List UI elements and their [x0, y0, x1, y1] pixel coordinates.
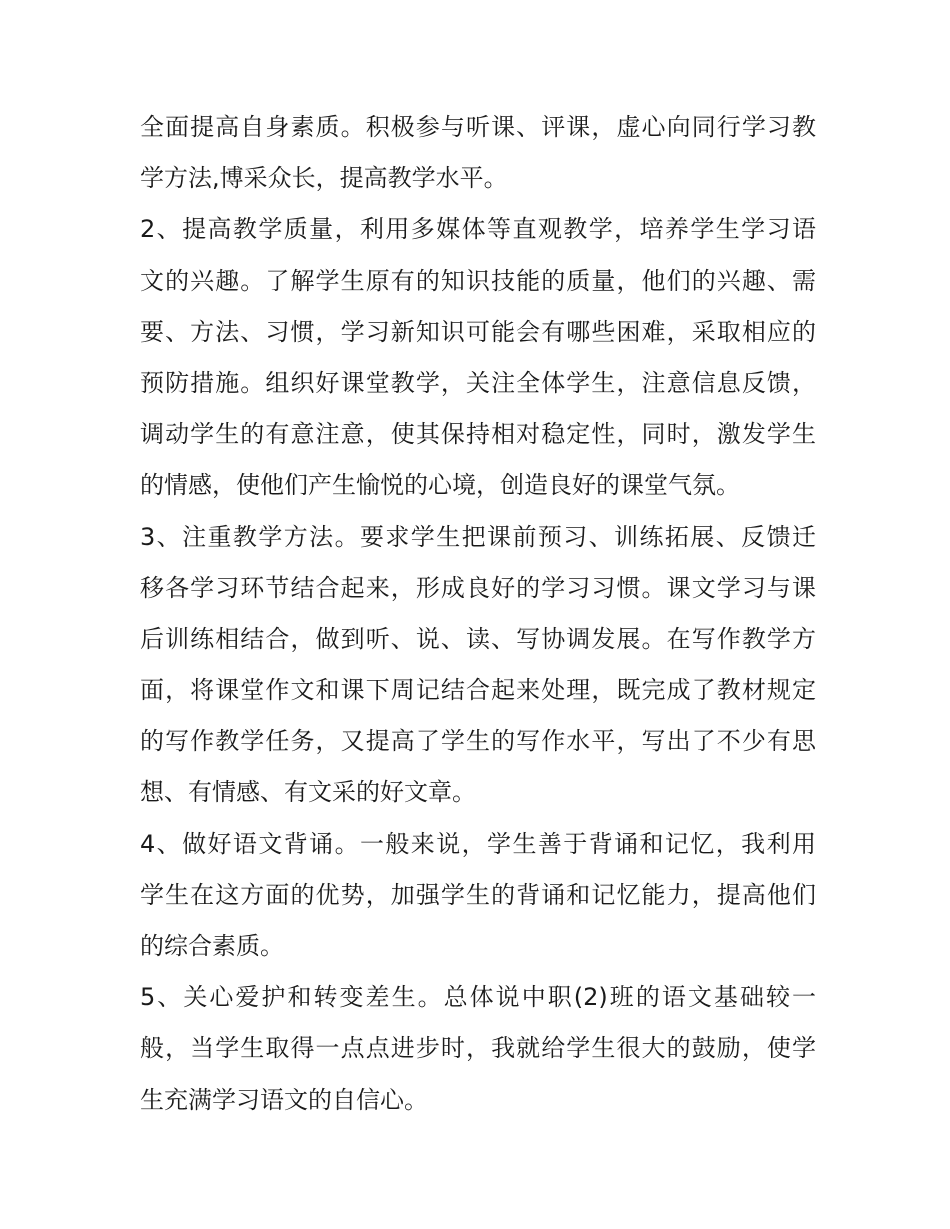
text-line: 学生在这方面的优势，加强学生的背诵和记忆能力，提高他们	[140, 880, 816, 909]
text-line: 文的兴趣。了解学生原有的知识技能的质量，他们的兴趣、需	[140, 266, 816, 295]
text-line: 般，当学生取得一点点进步时，我就给学生很大的鼓励，使学	[140, 1034, 816, 1063]
text-line: 生充满学习语文的自信心。	[140, 1085, 428, 1114]
text-line: 后训练相结合，做到听、说、读、写协调发展。在写作教学方	[140, 624, 816, 653]
text-line: 学方法,博采众长，提高教学水平。	[140, 164, 508, 193]
text-line: 调动学生的有意注意，使其保持相对稳定性，同时，激发学生	[140, 420, 816, 449]
text-line: 全面提高自身素质。积极参与听课、评课，虚心向同行学习教	[140, 113, 816, 141]
text-line: 的情感，使他们产生愉悦的心境，创造良好的课堂气氛。	[140, 471, 740, 500]
text-line: 5、关心爱护和转变差生。总体说中职(2)班的语文基础较一	[140, 983, 816, 1012]
text-line: 要、方法、习惯，学习新知识可能会有哪些困难，采取相应的	[140, 317, 816, 346]
text-line: 4、做好语文背诵。一般来说，学生善于背诵和记忆，我利用	[140, 829, 816, 858]
text-line: 3、注重教学方法。要求学生把课前预习、训练拓展、反馈迁	[140, 522, 816, 551]
text-line: 2、提高教学质量，利用多媒体等直观教学，培养学生学习语	[140, 215, 816, 244]
text-line: 的综合素质。	[140, 932, 284, 960]
text-line: 面，将课堂作文和课下周记结合起来处理，既完成了教材规定	[140, 676, 816, 705]
text-line: 移各学习环节结合起来，形成良好的学习习惯。课文学习与课	[140, 573, 816, 602]
document-body	[140, 102, 816, 1126]
text-line: 的写作教学任务，又提高了学生的写作水平，写出了不少有思	[140, 727, 816, 756]
text-line: 想、有情感、有文采的好文章。	[140, 778, 476, 807]
text-line: 预防措施。组织好课堂教学，关注全体学生，注意信息反馈，	[140, 368, 816, 397]
